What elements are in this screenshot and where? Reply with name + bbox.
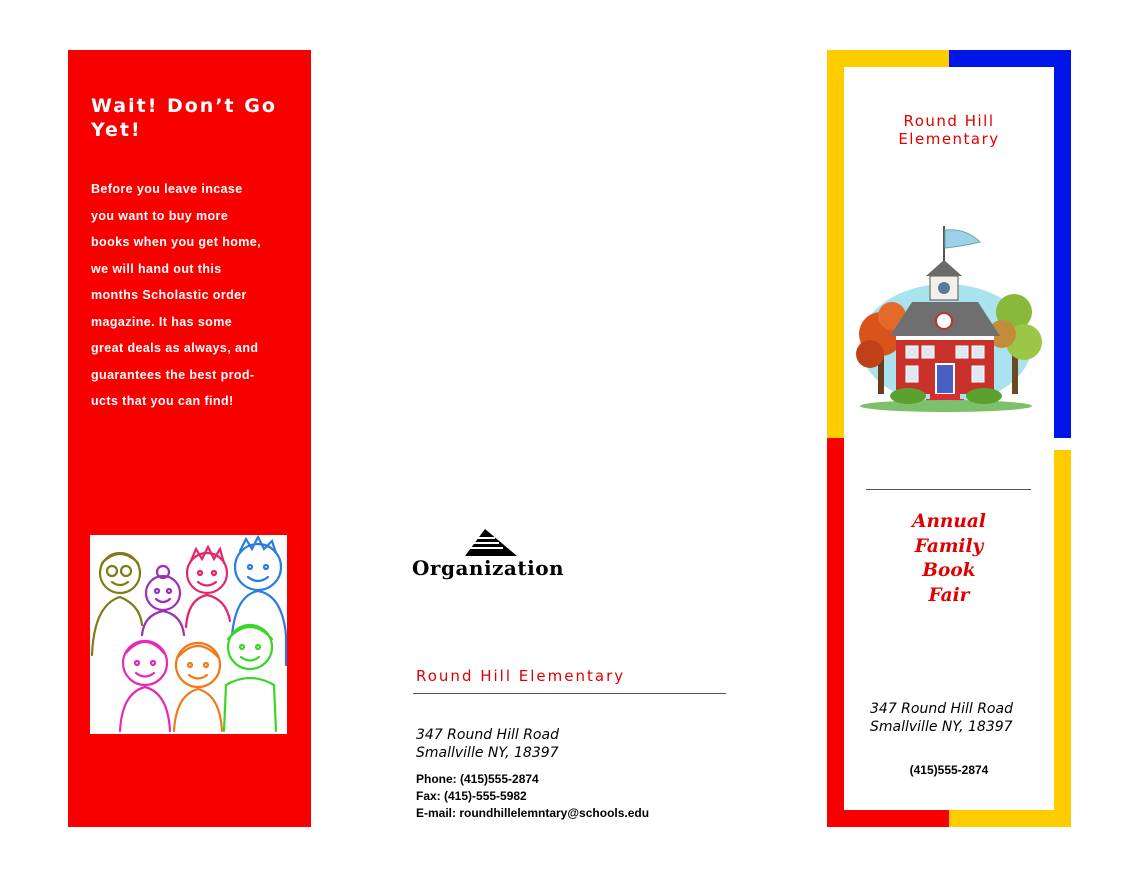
headline-line: Fair (928, 584, 970, 606)
body-line: magazine. It has some (91, 314, 233, 329)
divider (866, 489, 1031, 490)
headline-line: Book (922, 560, 976, 581)
body-line: books when you get home, (91, 235, 262, 249)
school-address (416, 726, 559, 762)
address-line: 347 Round Hill Road (870, 701, 1013, 717)
fax-text: Fax: (415)-555-5982 (416, 789, 527, 803)
address-line: Smallville NY, 18397 (870, 719, 1013, 735)
event-headline (844, 510, 1054, 608)
cover-address (870, 700, 1013, 736)
headline-line: Family (914, 535, 984, 557)
headline-line: Annual (912, 511, 986, 532)
email-text: E-mail: roundhillelemntary@schools.edu (416, 806, 650, 820)
body-line: we will hand out this (91, 261, 222, 276)
kids-drawing-icon (90, 535, 287, 734)
body-line: months Scholastic order (91, 288, 247, 302)
body-line: great deals as always, and (91, 341, 259, 355)
cover-panel (844, 67, 1054, 810)
cover-title-line: Round Hill (903, 112, 995, 130)
cover-phone: (415)555-2874 (909, 763, 989, 777)
body-line: ucts that you can find! (91, 394, 234, 408)
cover-title-line: Elementary (898, 130, 1000, 148)
address-line: 347 Round Hill Road (416, 727, 559, 743)
schoolhouse-icon (856, 224, 1042, 424)
organization-name: Organization (412, 556, 565, 580)
cover-title (844, 112, 1054, 148)
body-line: you want to buy more (91, 208, 229, 223)
body-line: guarantees the best prod- (91, 367, 255, 382)
left-heading: Wait! Don’t Go Yet! (91, 95, 277, 141)
body-line: Before you leave incase (91, 182, 243, 196)
school-name: Round Hill Elementary (416, 667, 626, 685)
address-line: Smallville NY, 18397 (416, 745, 559, 761)
left-body-text (91, 176, 296, 415)
left-panel (68, 50, 311, 827)
divider (413, 693, 726, 694)
contact-info (416, 771, 649, 822)
phone-text: Phone: (415)555-2874 (416, 772, 539, 786)
